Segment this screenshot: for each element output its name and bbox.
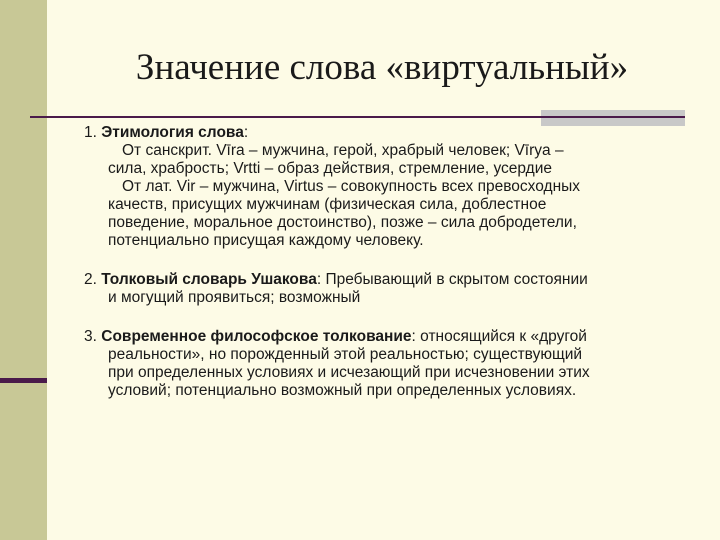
section-heading-line	[84, 271, 694, 289]
text-line: условий; потенциально возможный при определенных условиях.	[108, 382, 577, 399]
spacer	[84, 307, 694, 328]
heading-colon: :	[316, 271, 322, 288]
title-rule	[30, 116, 685, 118]
text-line: Пребывающий в скрытом состоянии	[325, 271, 588, 288]
text-line: потенциально присущая каждому человеку.	[108, 232, 424, 249]
text-line: относящийся к «другой	[420, 328, 587, 345]
side-bar	[0, 0, 47, 540]
text-line: и могущий проявиться; возможный	[108, 289, 361, 306]
section-etymology	[84, 124, 694, 250]
side-accent	[0, 378, 47, 383]
slide-title: Значение слова «виртуальный»	[135, 47, 629, 88]
section-ushakov	[84, 271, 694, 307]
section-number: 1.	[84, 124, 97, 141]
heading-colon: :	[411, 328, 416, 345]
section-philosophy	[84, 328, 694, 400]
section-heading-line	[84, 124, 694, 142]
text-line: при определенных условиях и исчезающий при исчезновении этих	[108, 364, 590, 381]
text-line: От санскрит. Vīra – мужчина, герой, храбрый человек; Vīrya –	[122, 142, 564, 159]
spacer	[84, 250, 694, 271]
section-heading: Толковый словарь Ушакова	[101, 271, 317, 288]
section-heading: Этимология слова	[101, 124, 244, 141]
slide-content	[84, 124, 694, 400]
text-line: сила, храбрость; Vrtti – образ действия, стремление, усердие	[108, 160, 552, 177]
text-line: качеств, присущих мужчинам (физическая сила, доблестное	[108, 196, 547, 213]
section-number: 2.	[84, 271, 97, 288]
section-number: 3.	[84, 328, 97, 345]
text-line: От лат. Vir – мужчина, Virtus – совокупность всех превосходных	[122, 178, 581, 195]
section-heading-line	[84, 328, 694, 346]
section-heading: Современное философское толкование	[101, 328, 412, 345]
heading-colon: :	[243, 124, 249, 141]
text-line: поведение, моральное достоинство), позже – сила добродетели,	[108, 214, 577, 231]
text-line: реальности», но порожденный этой реальностью; существующий	[108, 346, 583, 363]
